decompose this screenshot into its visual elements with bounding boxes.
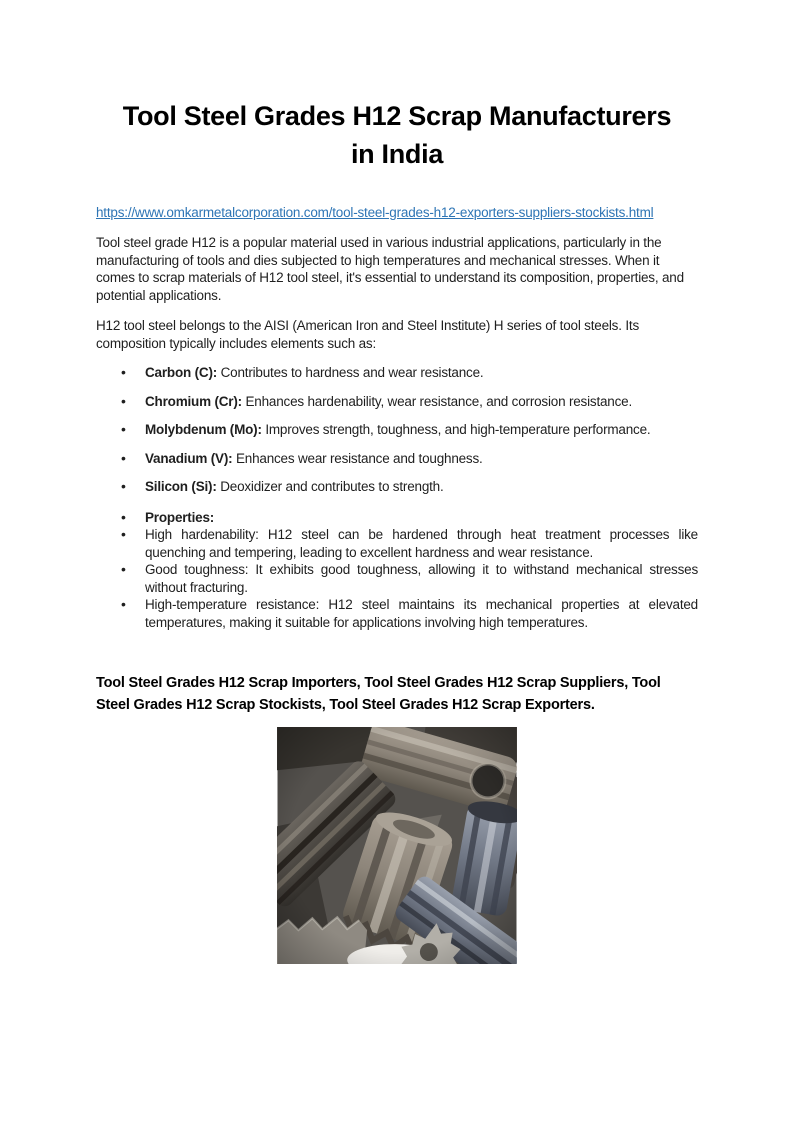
scrap-metal-image [277, 727, 517, 964]
intro-paragraph: Tool steel grade H12 is a popular material used in various industrial applications, particularly in the manufacturing of tools and dies subjected to high temperatures and mechanical stresses. When it comes to scrap materials of H12 tool steel, it's essential to understand its composition, properties, and potential applications. [96, 235, 684, 303]
list-item-silicon: • Silicon (Si): Deoxidizer and contributes to strength. [96, 478, 698, 496]
source-link[interactable]: https://www.omkarmetalcorporation.com/tool-steel-grades-h12-exporters-suppliers-stockists.html [96, 205, 654, 220]
page-title-line-2: in India [350, 139, 444, 169]
list-item-hardenability: • High hardenability: H12 steel can be hardened through heat treatment processes like quenching and tempering, leading to excellent hardness and wear resistance. [96, 526, 698, 561]
page-title-line-1: Tool Steel Grades H12 Scrap Manufacturers [122, 101, 672, 131]
list-item-molybdenum: • Molybdenum (Mo): Improves strength, toughness, and high-temperature performance. [96, 421, 698, 439]
list-item-properties-heading: • Properties: [96, 509, 698, 527]
list-item-toughness: • Good toughness: It exhibits good toughness, allowing it to withstand mechanical stresses without fracturing. [96, 561, 698, 596]
composition-intro-paragraph: H12 tool steel belongs to the AISI (American Iron and Steel Institute) H series of tool steels. Its composition typically includes elements such as: [96, 318, 639, 351]
properties-list [96, 509, 698, 632]
page-title [96, 97, 698, 173]
scrap-metal-photo-svg [277, 727, 517, 964]
source-link-line [96, 204, 698, 221]
keywords-paragraph: Tool Steel Grades H12 Scrap Importers, Tool Steel Grades H12 Scrap Suppliers, Tool Steel Grades H12 Scrap Stockists, Tool Steel Grades H12 Scrap Exporters. [96, 675, 661, 713]
list-item-vanadium: • Vanadium (V): Enhances wear resistance and toughness. [96, 450, 698, 468]
list-item-high-temp: • High-temperature resistance: H12 steel maintains its mechanical properties at elevated temperatures, making it suitable for applications involving high temperatures. [96, 596, 698, 631]
list-item-chromium: • Chromium (Cr): Enhances hardenability, wear resistance, and corrosion resistance. [96, 393, 698, 411]
composition-list [96, 364, 698, 496]
list-item-carbon: • Carbon (C): Contributes to hardness and wear resistance. [96, 364, 698, 382]
